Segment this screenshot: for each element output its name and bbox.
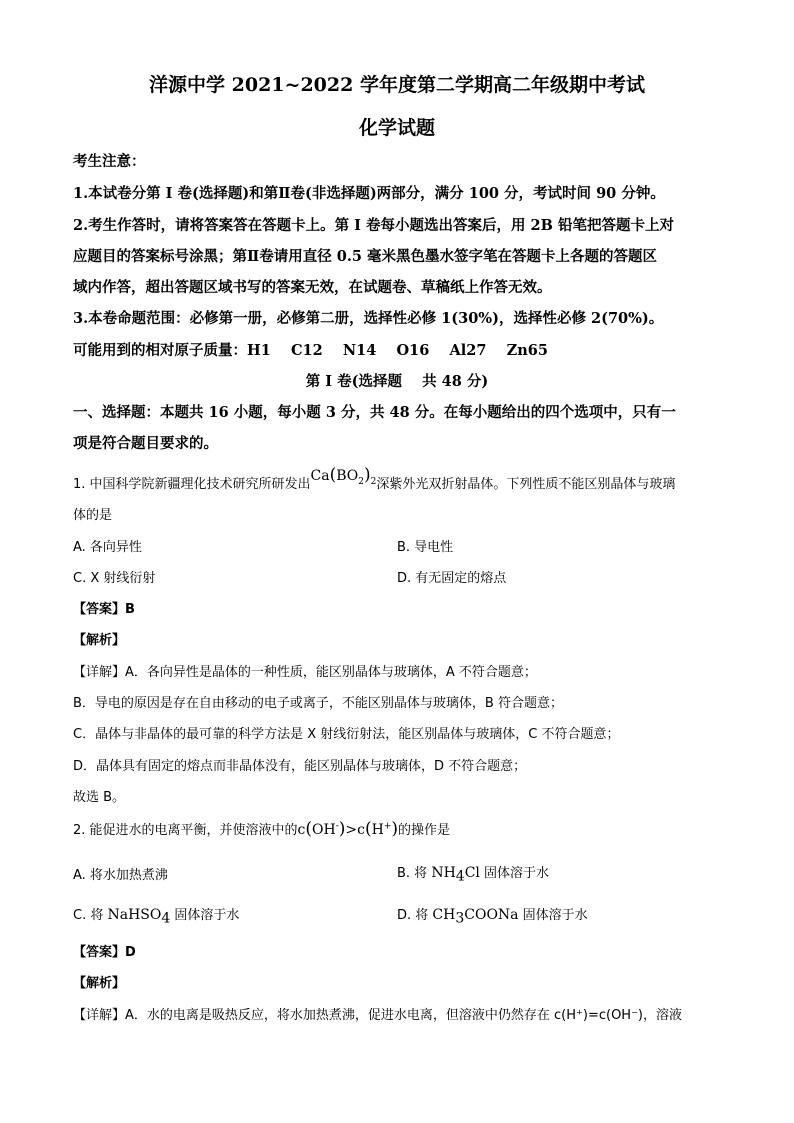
q2-option-c-formula: NaHSO [107, 907, 162, 923]
q1-detail-3: C．晶体与非晶体的最可靠的科学方法是 X 射线衍射法，能区别晶体与玻璃体，C 不符合题意； [73, 727, 620, 742]
q1-option-c: C. X 射线衍射 [73, 571, 156, 586]
exam-title: 洋源中学 2021~2022 学年度第二学期高二年级期中考试 [149, 74, 645, 96]
q1-formula: $Ca(BO_2)_2$ [310, 465, 377, 487]
atomic-masses: 可能用到的相对原子质量：H1 C12 N14 O16 Al27 Zn65 [73, 342, 548, 359]
notice-item-2-line-3: 域内作答，超出答题区域书写的答案无效，在试题卷、草稿纸上作答无效。 [73, 279, 552, 296]
q2-option-d-suffix: 固体溶于水 [518, 908, 588, 923]
section-intro-line-1: 一、选择题：本题共 16 小题，每小题 3 分，共 48 分。在每小题给出的四个选项中，只有一 [73, 404, 676, 421]
q1-stem-prefix: 1. 中国科学院新疆理化技术研究所研发出 [73, 477, 311, 492]
q1-answer: 【答案】B [73, 602, 135, 617]
q1-conclusion: 故选 B。 [73, 790, 126, 805]
q1-formula-bo: BO [336, 468, 359, 484]
section-heading: 第 I 卷(选择题 共 48 分) [305, 373, 489, 390]
q1-analysis-label: 【解析】 [73, 633, 126, 648]
q2-stem-prefix: 2. 能促进水的电离平衡，并使溶液中的 [73, 823, 298, 838]
notice-heading: 考生注意： [73, 153, 146, 170]
q2-option-b-formula-2: Cl [464, 865, 480, 881]
q2-stem [73, 819, 723, 839]
q2-option-b-sub: 4 [455, 868, 465, 885]
q2-c1: c [297, 822, 306, 838]
q1-stem [73, 465, 723, 495]
notice-item-3: 3.本卷命题范围：必修第一册，必修第二册，选择性必修 1(30%)，选择性必修 2(70%)。 [73, 310, 664, 327]
q2-c2: c [357, 822, 365, 838]
q2-h: H [371, 822, 384, 838]
q2-option-c-prefix: C. 将 [73, 908, 108, 923]
q2-option-c-suffix: 固体溶于水 [170, 908, 240, 923]
q2-option-c [73, 904, 239, 927]
q1-stem-suffix: 深紫外光双折射晶体。下列性质不能区别晶体与玻璃 [376, 477, 676, 492]
q1-option-a: A. 各向异性 [73, 540, 142, 555]
section-intro-line-2: 项是符合题目要求的。 [73, 435, 218, 452]
q2-option-d [397, 904, 588, 927]
q2-option-b-suffix: 固体溶于水 [479, 866, 550, 881]
q2-analysis-label: 【解析】 [73, 976, 126, 991]
q1-stem-line-2: 体的是 [73, 508, 113, 523]
notice-item-2-line-1: 2.考生作答时，请将答案答在答题卡上。第 I 卷每小题选出答案后，用 2B 铅笔把答题卡上对 [73, 217, 674, 234]
q1-detail-2: B．导电的原因是存在自由移动的电子或离子，不能区别晶体与玻璃体，B 符合题意； [73, 696, 563, 711]
q2-option-b-prefix: B. 将 [397, 866, 432, 881]
q2-gt: > [345, 822, 358, 838]
q2-option-d-prefix: D. 将 [397, 908, 433, 923]
q2-option-b [397, 862, 549, 885]
q2-oh: OH [312, 822, 336, 838]
q1-detail-4: D．晶体具有固定的熔点而非晶体没有，能区别晶体与玻璃体，D 不符合题意； [73, 759, 527, 774]
q1-option-b: B. 导电性 [397, 540, 454, 555]
q2-option-a: A. 将水加热煮沸 [73, 868, 168, 883]
q2-option-d-formula-2: COONa [464, 907, 519, 923]
notice-item-2-line-2: 应题目的答案标号涂黑；第Ⅱ卷请用直径 0.5 毫米黑色墨水签字笔在答题卡上各题的答题区 [73, 248, 658, 265]
q2-option-d-formula-1: CH [432, 907, 456, 923]
q2-oh-sup: - [335, 821, 339, 832]
q2-detail-1: 【详解】A．水的电离是吸热反应，将水加热煮沸，促进水电离，但溶液中仍然存在 c(H⁺)=c(OH⁻)，溶液 [73, 1008, 683, 1023]
q2-answer: 【答案】D [73, 945, 136, 960]
q2-option-b-formula: NH [431, 865, 456, 881]
q1-formula-sub: 2 [358, 476, 365, 487]
exam-subtitle: 化学试题 [358, 117, 435, 139]
q1-formula-ca: Ca [310, 468, 330, 484]
q2-option-d-sub: 3 [455, 910, 465, 927]
notice-item-1: 1.本试卷分第 I 卷(选择题)和第Ⅱ卷(非选择题)两部分，满分 100 分，考试时间 90 分钟。 [73, 185, 665, 202]
q1-option-d: D. 有无固定的熔点 [397, 571, 507, 586]
q1-detail-1: 【详解】A．各向异性是晶体的一种性质，能区别晶体与玻璃体，A 不符合题意； [73, 665, 537, 680]
q2-stem-suffix: 的操作是 [398, 823, 451, 838]
q2-option-c-sub: 4 [161, 910, 171, 927]
q2-h-sup: + [383, 821, 392, 832]
q1-formula-sub-outer: 2 [370, 476, 377, 487]
q2-condition: c(OH-)>c(H+) [297, 819, 399, 839]
